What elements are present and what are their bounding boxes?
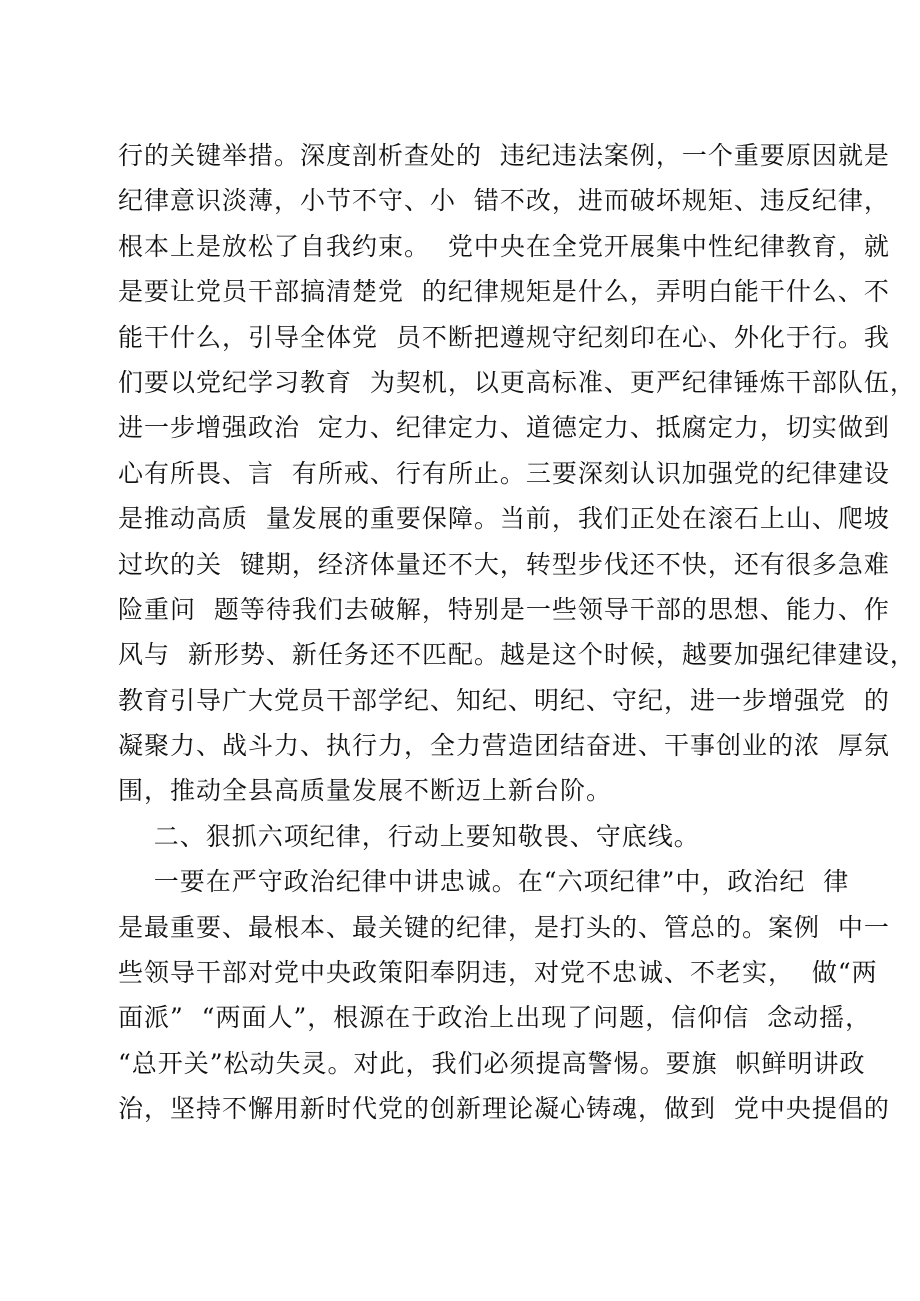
text-line: 一要在严守政治纪律中讲忠诚。在“六项纪律”中，政治纪 律 — [118, 867, 850, 897]
section-heading: 二、狠抓六项纪律，行动上要知敬畏、守底线。 — [118, 821, 700, 851]
text-line: 纪律意识淡薄，小节不守、小 错不改，进而破坏规矩、违反纪律， — [118, 186, 890, 216]
text-line: 险重问 题等待我们去破解，特别是一些领导干部的思想、能力、作 — [118, 594, 890, 624]
text-line: 进一步增强政治 定力、纪律定力、道德定力、抵腐定力，切实做到 — [118, 413, 890, 443]
text-line: 治，坚持不懈用新时代党的创新理论凝心铸魂，做到 党中央提倡的 — [118, 1094, 890, 1124]
text-line: 过坎的关 键期，经济体量还不大，转型步伐还不快，还有很多急难 — [118, 549, 890, 579]
text-line: “总开关”松动失灵。对此，我们必须提高警惕。要旗 帜鲜明讲政 — [118, 1048, 866, 1078]
text-line: 是要让党员干部搞清楚党 的纪律规矩是什么，弄明白能干什么、不 — [118, 277, 890, 307]
body-text — [118, 133, 916, 1132]
text-line: 心有所畏、言 有所戒、行有所止。三要深刻认识加强党的纪律建设 — [118, 458, 890, 488]
text-line: 行的关键举措。深度剖析查处的 违纪违法案例，一个重要原因就是 — [118, 141, 890, 170]
text-line: 面派” “两面人”，根源在于政治上出现了问题，信仰信 念动摇， — [118, 1003, 872, 1033]
text-line: 教育引导广大党员干部学纪、知纪、明纪、守纪，进一步增强党 的 — [118, 685, 890, 715]
text-line: 风与 新形势、新任务还不匹配。越是这个时候，越要加强纪律建设， — [118, 640, 916, 670]
text-line: 些领导干部对党中央政策阳奉阴违，对党不忠诚、不老实， 做“两 — [118, 958, 878, 988]
text-line: 凝聚力、战斗力、执行力，全力营造团结奋进、干事创业的浓 厚氛 — [118, 731, 890, 761]
text-line: 能干什么，引导全体党 员不断把遵规守纪刻印在心、外化于行。我 — [118, 322, 890, 352]
text-line: 根本上是放松了自我约束。 党中央在全党开展集中性纪律教育，就 — [118, 231, 890, 261]
text-line: 围，推动全县高质量发展不断迈上新台阶。 — [118, 776, 613, 806]
text-line: 是最重要、最根本、最关键的纪律，是打头的、管总的。案例 中一 — [118, 912, 890, 942]
text-line: 们要以党纪学习教育 为契机，以更高标准、更严纪律锤炼干部队伍， — [118, 367, 916, 397]
text-line: 是推动高质 量发展的重要保障。当前，我们正处在滚石上山、爬坡 — [118, 504, 890, 534]
